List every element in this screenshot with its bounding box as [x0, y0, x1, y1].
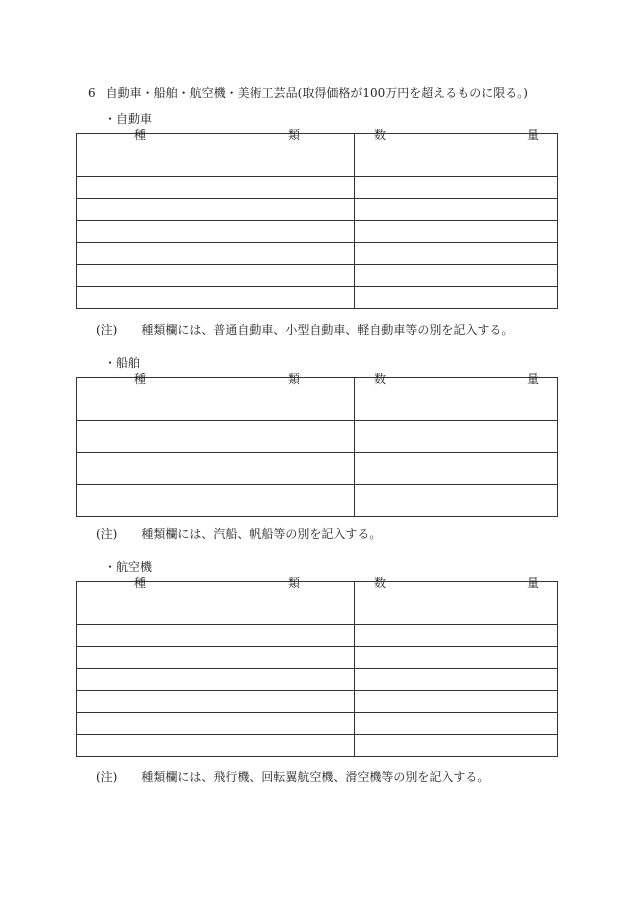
- note-label: (注): [96, 323, 118, 337]
- note-label: (注): [96, 770, 118, 784]
- table-row: [77, 691, 558, 713]
- quantity-header-char-1: 数: [374, 372, 387, 386]
- kind-header-char-2: 類: [288, 372, 301, 386]
- automobile-table: [76, 128, 558, 309]
- kind-cell[interactable]: [77, 713, 355, 735]
- note-label: (注): [96, 527, 118, 541]
- quantity-cell[interactable]: [355, 287, 558, 309]
- kind-header-cell: [77, 372, 355, 421]
- kind-header-char-1: 種: [134, 576, 147, 590]
- table-row: [77, 265, 558, 287]
- quantity-header-char-1: 数: [374, 576, 387, 590]
- table-row: [77, 199, 558, 221]
- table-row: [77, 625, 558, 647]
- ship-table: [76, 372, 558, 517]
- kind-cell[interactable]: [77, 265, 355, 287]
- kind-cell[interactable]: [77, 669, 355, 691]
- quantity-cell[interactable]: [355, 647, 558, 669]
- quantity-cell[interactable]: [355, 199, 558, 221]
- quantity-header-cell: [355, 576, 558, 625]
- table-row: [77, 669, 558, 691]
- quantity-header-char-1: 数: [374, 128, 387, 142]
- kind-cell[interactable]: [77, 177, 355, 199]
- ship-label: ・船舶: [104, 356, 141, 370]
- quantity-cell[interactable]: [355, 713, 558, 735]
- kind-cell[interactable]: [77, 421, 355, 453]
- kind-cell[interactable]: [77, 453, 355, 485]
- automobile-note: [96, 321, 513, 338]
- kind-header-char-2: 類: [288, 128, 301, 142]
- kind-header-char-1: 種: [134, 128, 147, 142]
- section-number: 6: [88, 86, 96, 100]
- table-row: [77, 647, 558, 669]
- table-row: [77, 735, 558, 757]
- section-title: 自動車・船舶・航空機・美術工芸品(取得価格が100万円を超えるものに限る。): [105, 86, 528, 100]
- quantity-cell[interactable]: [355, 485, 558, 517]
- table-row: [77, 177, 558, 199]
- table-row: [77, 243, 558, 265]
- table-row: [77, 421, 558, 453]
- note-text: 種類欄には、普通自動車、小型自動車、軽自動車等の別を記入する。: [141, 323, 514, 337]
- quantity-cell[interactable]: [355, 221, 558, 243]
- kind-cell[interactable]: [77, 735, 355, 757]
- quantity-header-char-2: 量: [527, 128, 540, 142]
- kind-cell[interactable]: [77, 485, 355, 517]
- table-row: [77, 485, 558, 517]
- table-row: [77, 713, 558, 735]
- aircraft-label: ・航空機: [104, 560, 153, 574]
- quantity-cell[interactable]: [355, 265, 558, 287]
- table-header-row: [77, 582, 558, 625]
- ship-note: [96, 525, 381, 542]
- aircraft-table: [76, 576, 558, 757]
- quantity-header-cell: [355, 372, 558, 421]
- quantity-cell[interactable]: [355, 453, 558, 485]
- quantity-header-char-2: 量: [527, 372, 540, 386]
- kind-header-char-2: 類: [288, 576, 301, 590]
- kind-cell[interactable]: [77, 243, 355, 265]
- kind-header-char-1: 種: [134, 372, 147, 386]
- quantity-cell[interactable]: [355, 669, 558, 691]
- quantity-cell[interactable]: [355, 691, 558, 713]
- quantity-cell[interactable]: [355, 243, 558, 265]
- automobile-label: ・自動車: [104, 112, 153, 126]
- section-heading: [88, 84, 528, 101]
- quantity-cell[interactable]: [355, 735, 558, 757]
- table-row: [77, 221, 558, 243]
- kind-cell[interactable]: [77, 287, 355, 309]
- table-header-row: [77, 378, 558, 421]
- kind-cell[interactable]: [77, 199, 355, 221]
- note-text: 種類欄には、飛行機、回転翼航空機、滑空機等の別を記入する。: [141, 770, 490, 784]
- table-row: [77, 287, 558, 309]
- kind-header-cell: [77, 128, 355, 177]
- aircraft-note: [96, 768, 489, 785]
- kind-cell[interactable]: [77, 221, 355, 243]
- table-row: [77, 453, 558, 485]
- quantity-cell[interactable]: [355, 421, 558, 453]
- table-header-row: [77, 134, 558, 177]
- quantity-header-char-2: 量: [527, 576, 540, 590]
- quantity-cell[interactable]: [355, 625, 558, 647]
- quantity-cell[interactable]: [355, 177, 558, 199]
- kind-header-cell: [77, 576, 355, 625]
- kind-cell[interactable]: [77, 691, 355, 713]
- quantity-header-cell: [355, 128, 558, 177]
- kind-cell[interactable]: [77, 647, 355, 669]
- kind-cell[interactable]: [77, 625, 355, 647]
- note-text: 種類欄には、汽船、帆船等の別を記入する。: [141, 527, 382, 541]
